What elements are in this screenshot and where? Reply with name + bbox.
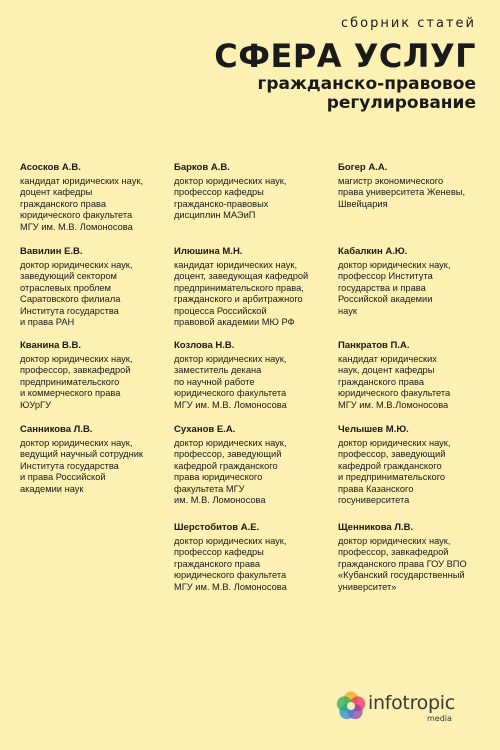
cover-header (214, 16, 476, 113)
author-bio-line: доктор юридических наук, (338, 438, 451, 448)
author-bio (20, 176, 143, 233)
author-name: Богер А.А. (338, 162, 388, 173)
author-bio-line: кафедрой гражданского (174, 460, 278, 471)
author-entry (174, 522, 287, 593)
author-entry (174, 246, 308, 328)
author-bio-line: дисциплин МАЭиП (174, 210, 256, 221)
author-bio-line: профессор, заведующий (174, 449, 282, 460)
author-bio-line: МГУ им. М.В.Ломоносова (338, 399, 449, 410)
author-bio-line: по научной работе (174, 376, 255, 387)
author-bio-line: заместитель декана (174, 365, 262, 376)
author-bio-line: магистр экономического (338, 176, 444, 186)
book-subtitle (214, 75, 476, 113)
publisher-name: infotropic (368, 692, 455, 714)
author-bio-line: гражданского права (20, 198, 106, 209)
author-bio-line: доцент, заведующая кафедрой (174, 271, 309, 282)
author-entry (338, 340, 450, 411)
author-entry (20, 424, 143, 495)
author-entry (20, 162, 143, 233)
author-name: Асосков А.В. (20, 162, 81, 173)
author-bio-line: и коммерческого права (20, 388, 121, 399)
author-name: Санникова Л.В. (20, 424, 93, 435)
author-bio (338, 176, 465, 210)
author-bio (20, 260, 132, 328)
author-bio-line: доктор юридических наук, (20, 260, 133, 270)
author-bio-line: доктор юридических наук, (338, 260, 451, 270)
author-bio (338, 260, 450, 317)
author-bio-line: МГУ им. М.В. Ломоносова (20, 221, 133, 232)
author-bio-line: предпринимательского права, (174, 282, 304, 293)
author-name: Панкратов П.А. (338, 340, 410, 351)
book-title: СФЕРА УСЛУГ (214, 37, 476, 75)
infotropic-logo-icon (334, 689, 368, 723)
author-bio (174, 176, 286, 222)
author-bio-line: факультета МГУ (174, 483, 245, 494)
author-bio-line: права Казанского (338, 483, 414, 494)
author-bio (20, 354, 132, 411)
author-bio-line: госуниверситета (338, 495, 410, 506)
author-bio-line: права юридического (174, 472, 263, 483)
author-bio-line: наук, доцент кафедры (338, 365, 435, 376)
publisher-logo (334, 689, 474, 733)
author-bio (174, 438, 286, 506)
author-bio-line: и права Российской (20, 472, 106, 483)
author-bio-line: ЮУрГУ (20, 399, 51, 410)
author-bio-line: профессор, завкафедрой (338, 547, 449, 558)
logo-center (347, 702, 355, 710)
author-bio-line: и предпринимательского (338, 472, 446, 483)
author-entry (338, 162, 465, 210)
author-bio-line: и права РАН (20, 317, 75, 328)
author-bio-line: ведущий научный сотрудник (20, 449, 143, 460)
author-bio-line: доктор юридических наук, (338, 536, 451, 546)
author-bio (174, 536, 287, 593)
author-bio (338, 354, 450, 411)
author-bio-line: Саратовского филиала (20, 294, 121, 305)
author-name: Кабалкин А.Ю. (338, 246, 408, 257)
author-bio (338, 438, 450, 506)
author-name: Илюшина М.Н. (174, 246, 243, 257)
author-name: Челышев М.Ю. (338, 424, 409, 435)
author-bio-line: профессор кафедры (174, 547, 264, 558)
author-bio-line: юридического факультета (20, 210, 133, 221)
author-bio-line: заведующий сектором (20, 271, 117, 282)
author-bio-line: процесса Российской (174, 305, 267, 316)
author-bio-line: доктор юридических наук, (174, 176, 287, 186)
author-bio-line: университет» (338, 581, 397, 592)
author-name: Шерстобитов А.Е. (174, 522, 260, 533)
author-bio-line: отраслевых проблем (20, 282, 111, 293)
author-bio-line: юридического факультета (174, 570, 287, 581)
subtitle-line: регулирование (326, 93, 476, 113)
author-bio-line: гражданского права (338, 376, 424, 387)
author-bio (338, 536, 467, 593)
author-name: Барков А.В. (174, 162, 230, 173)
author-bio-line: «Кубанский государственный (338, 570, 465, 581)
author-bio-line: им. М.В. Ломоносова (174, 495, 266, 506)
author-bio-line: МГУ им. М.В. Ломоносова (174, 399, 287, 410)
author-entry (338, 522, 467, 593)
author-bio-line: доцент кафедры (20, 187, 93, 198)
author-bio-line: академии наук (20, 483, 84, 494)
author-bio-line: Российской академии (338, 294, 433, 305)
author-entry (20, 246, 132, 328)
author-bio-line: гражданско-правовых (174, 198, 269, 209)
author-bio-line: профессор, заведующий (338, 449, 446, 460)
author-bio-line: профессор Института (338, 271, 433, 282)
author-entry (174, 424, 286, 506)
subtitle-line: гражданско-правовое (257, 74, 476, 94)
author-bio-line: профессор кафедры (174, 187, 264, 198)
author-bio-line: юридического факультета (174, 388, 287, 399)
author-bio-line: доктор юридических наук, (174, 354, 287, 364)
author-bio-line: доктор юридических наук, (20, 438, 133, 448)
author-name: Суханов Е.А. (174, 424, 236, 435)
author-bio (20, 438, 143, 495)
author-bio-line: правовой академии МЮ РФ (174, 317, 295, 328)
author-bio-line: кафедрой гражданского (338, 460, 442, 471)
author-bio-line: наук (338, 305, 357, 316)
author-bio-line: кандидат юридических (338, 354, 437, 364)
author-bio-line: гражданского права (174, 558, 260, 569)
author-bio-line: Швейцария (338, 198, 388, 209)
author-name: Козлова Н.В. (174, 340, 235, 351)
author-bio-line: доктор юридических наук, (174, 536, 287, 546)
author-bio (174, 354, 287, 411)
author-entry (20, 340, 132, 411)
author-bio-line: кандидат юридических наук, (174, 260, 298, 270)
author-bio-line: юридического факультета (338, 388, 451, 399)
author-bio-line: кандидат юридических наук, (20, 176, 144, 186)
author-bio-line: гражданского и арбитражного (174, 294, 303, 305)
author-entry (174, 340, 287, 411)
publisher-sub: media (427, 714, 452, 723)
author-bio-line: доктор юридических наук, (174, 438, 287, 448)
author-bio-line: предпринимательского (20, 376, 120, 387)
author-entry (338, 424, 450, 506)
author-bio-line: Института государства (20, 305, 119, 316)
author-entry (174, 162, 286, 222)
author-bio (174, 260, 308, 328)
author-name: Вавилин Е.В. (20, 246, 83, 257)
author-bio-line: гражданского права ГОУ ВПО (338, 558, 467, 569)
author-name: Кванина В.В. (20, 340, 82, 351)
author-bio-line: права университета Женевы, (338, 187, 466, 198)
author-bio-line: государства и права (338, 282, 426, 293)
author-name: Щенникова Л.В. (338, 522, 414, 533)
author-entry (338, 246, 450, 317)
collection-label: сборник статей (340, 16, 476, 31)
author-bio-line: МГУ им. М.В. Ломоносова (174, 581, 287, 592)
author-bio-line: доктор юридических наук, (20, 354, 133, 364)
author-bio-line: Института государства (20, 460, 119, 471)
author-bio-line: профессор, завкафедрой (20, 365, 131, 376)
